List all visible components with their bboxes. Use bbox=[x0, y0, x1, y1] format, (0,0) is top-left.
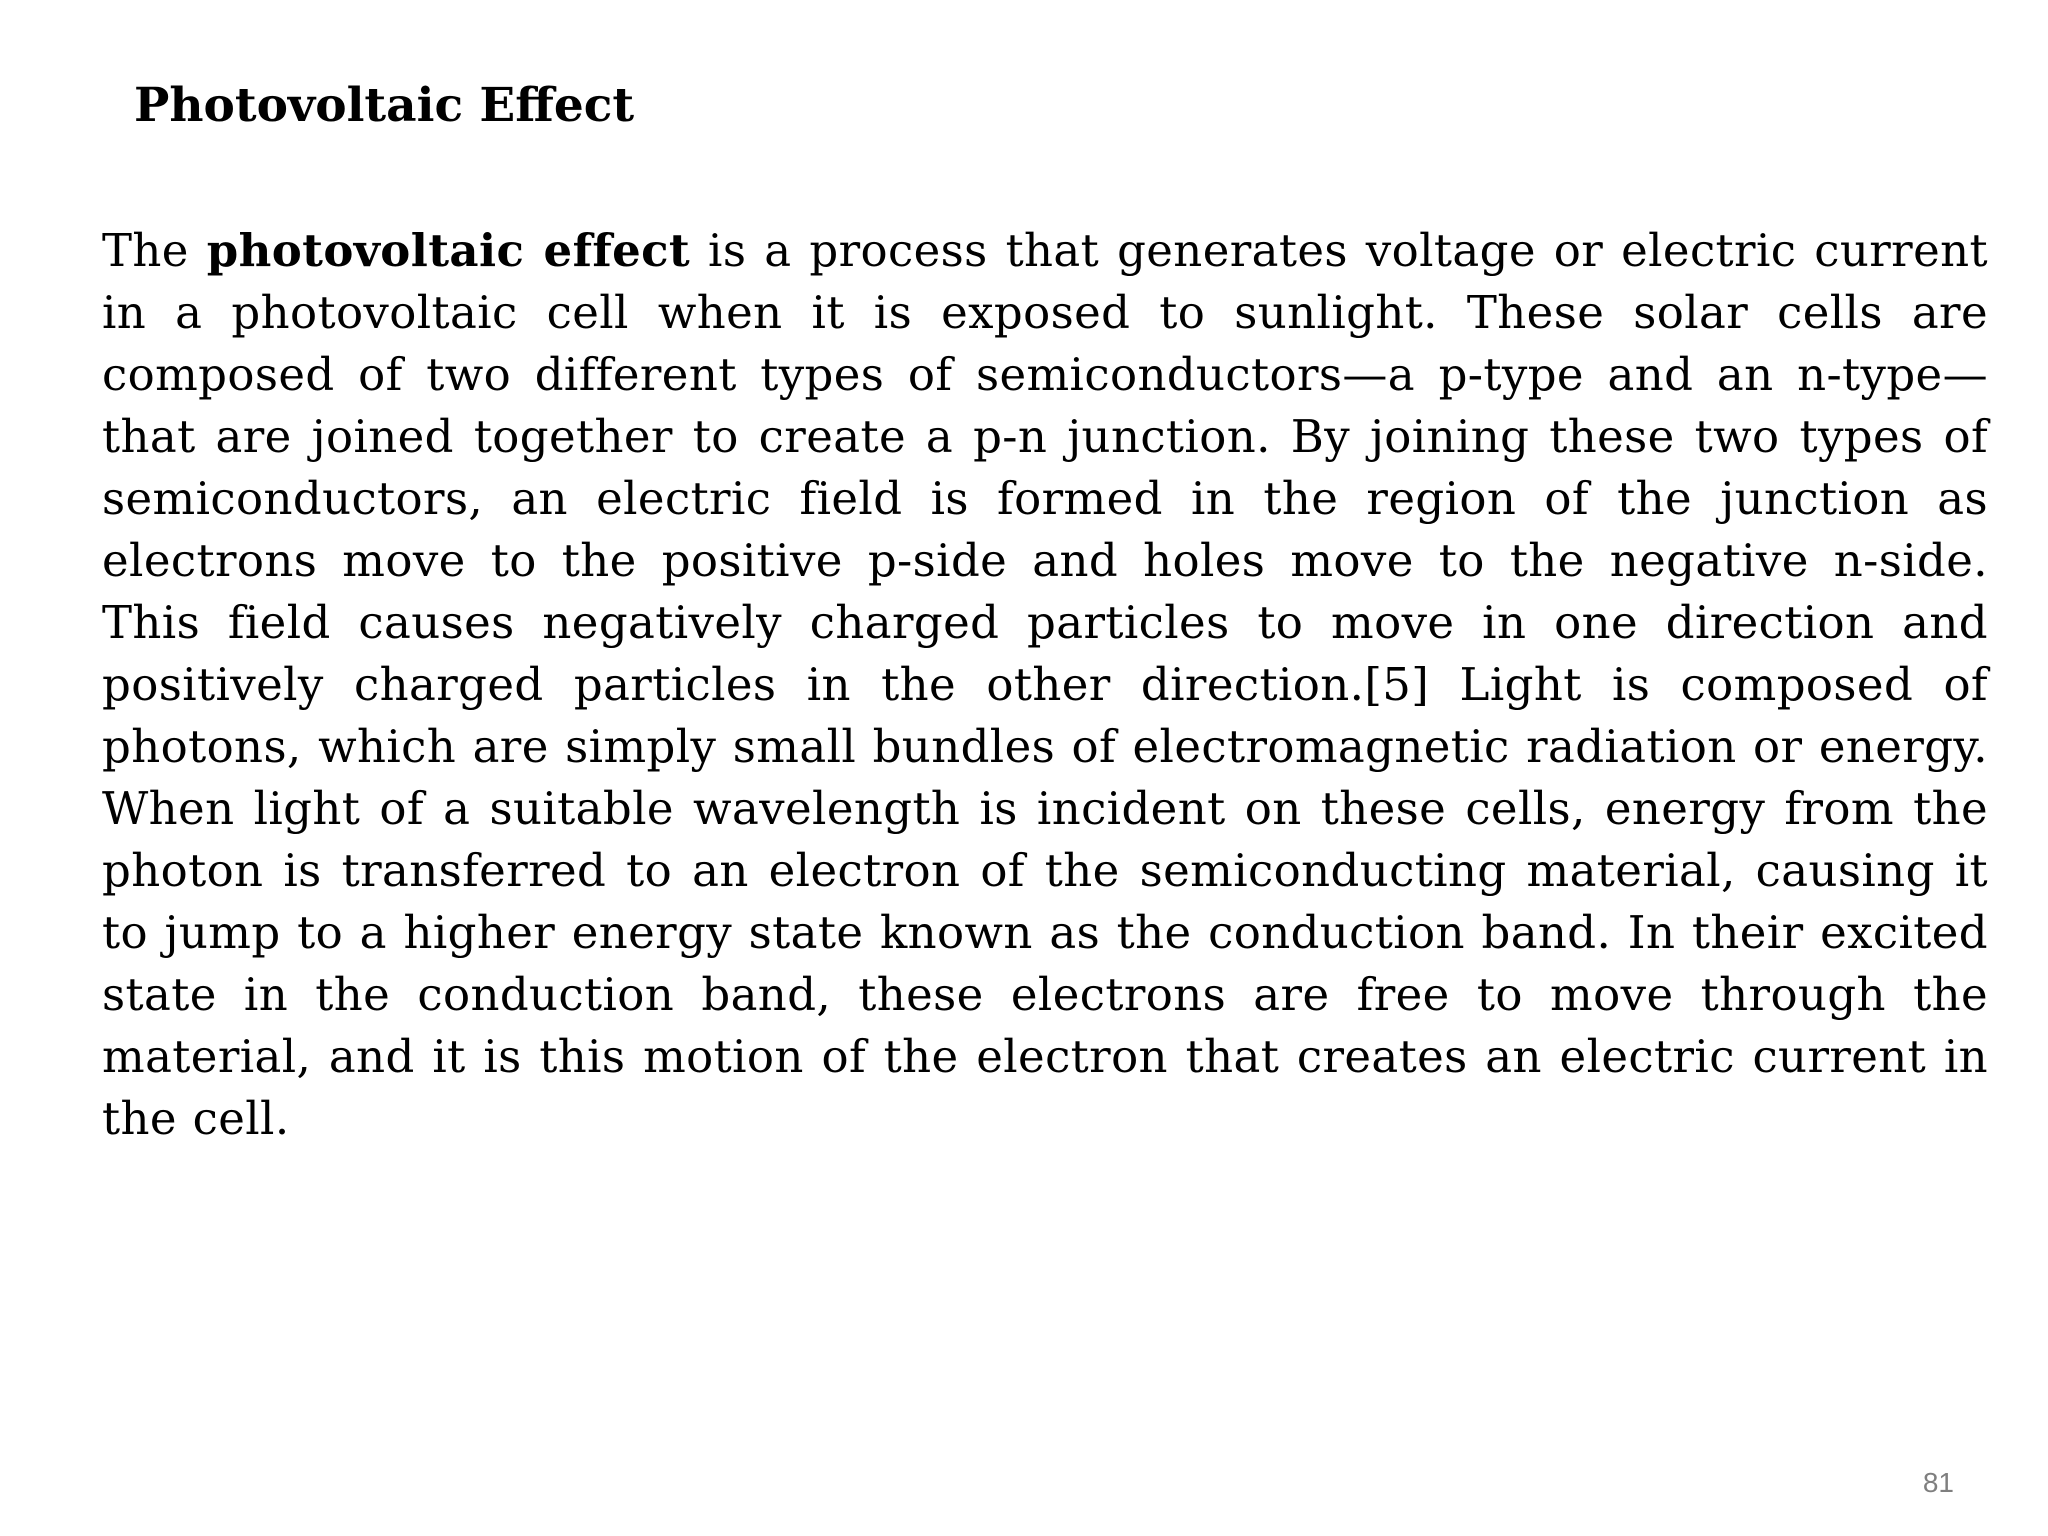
body-lead: The bbox=[102, 224, 189, 277]
body-paragraph bbox=[102, 220, 1988, 1150]
body-text: is a process that generates voltage or electric current in a photovoltaic cell when it is exposed to sunlight. These solar cells are composed of two different types of semiconductors—a p-type and an n-type—that are joined together to create a p-n junction. By joining these two types of semiconductors, an electric field is formed in the region of the junction as electrons move to the positive p-side and holes move to the negative n-side. This field causes negatively charged particles to move in one direction and positively charged particles in the other direction.[5] Light is composed of photons, which are simply small bundles of electromagnetic radiation or energy. When light of a suitable wavelength is incident on these cells, energy from the photon is transferred to an electron of the semiconducting material, causing it to jump to a higher energy state known as the conduction band. In their excited state in the conduction band, these electrons are free to move through the material, and it is this motion of the electron that creates an electric current in the cell. bbox=[102, 224, 1988, 1145]
slide-title: Photovoltaic Effect bbox=[134, 78, 635, 133]
body-term: photovoltaic effect bbox=[206, 224, 691, 277]
page-number: 81 bbox=[1922, 1467, 1954, 1498]
